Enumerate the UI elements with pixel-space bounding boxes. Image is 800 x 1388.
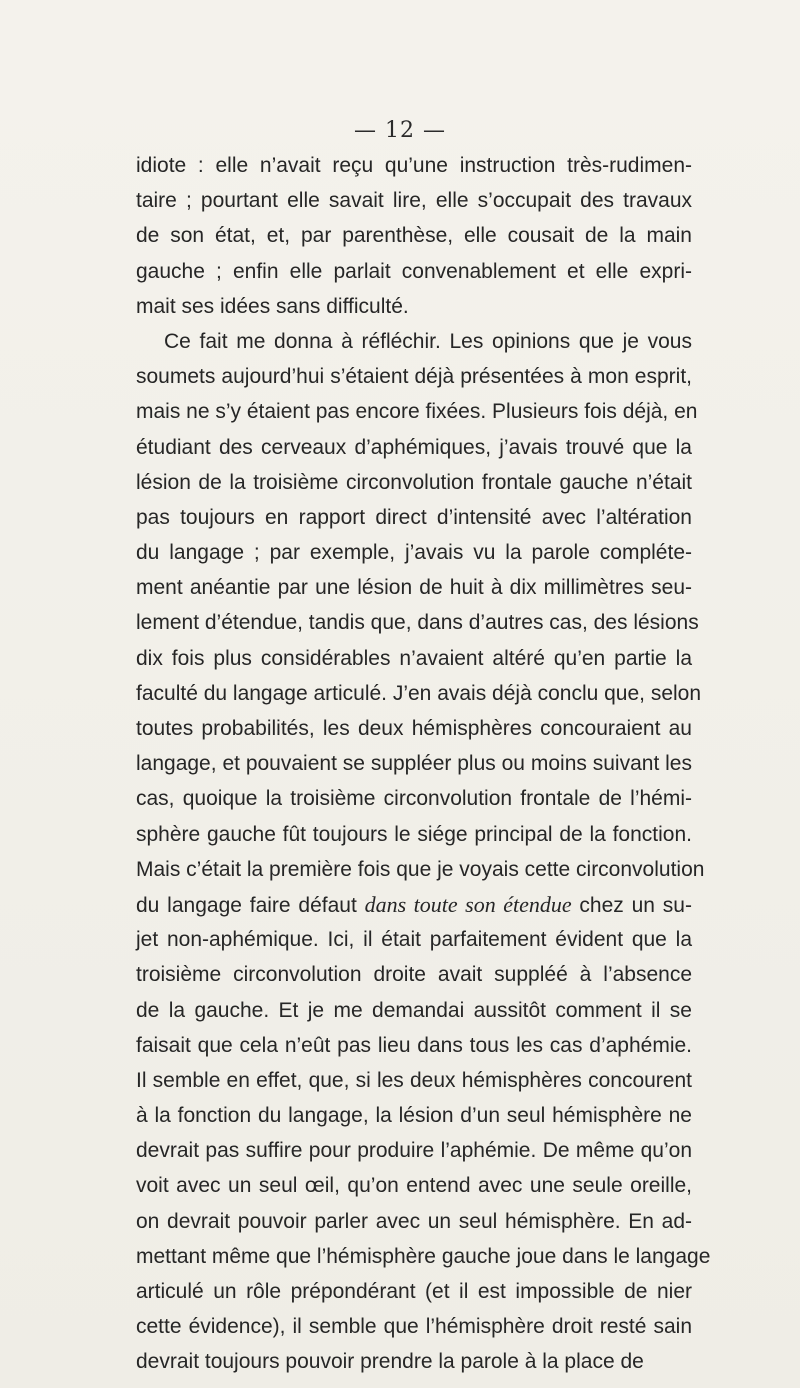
- text-line: jet non-aphémique. Ici, il était parfaitement évident que la: [136, 928, 692, 952]
- text-line: Ce fait me donna à réfléchir. Les opinions que je vous: [164, 329, 692, 353]
- text-line: cas, quoique la troisième circonvolution frontale de l’hémi-: [136, 787, 692, 811]
- text-line: toutes probabilités, les deux hémisphères concouraient au: [136, 717, 692, 740]
- text-line: idiote : elle n’avait reçu qu’une instruction très-rudimen-: [136, 154, 692, 177]
- text-line: faculté du langage articulé. J’en avais déjà conclu que, selon: [136, 681, 702, 705]
- text-line: du langage ; par exemple, j’avais vu la parole compléte-: [136, 541, 692, 565]
- text-line: sphère gauche fût toujours le siége principal de la fonction.: [136, 822, 692, 846]
- text-line: de son état, et, par parenthèse, elle cousait de la main: [136, 224, 692, 248]
- text-line: voit avec un seul œil, qu’on entend avec une seule oreille,: [136, 1174, 692, 1198]
- text-line: pas toujours en rapport direct d’intensité avec l’altération: [136, 505, 692, 529]
- text-line: taire ; pourtant elle savait lire, elle s’occupait des travaux: [136, 189, 692, 213]
- text-line: cette évidence), il semble que l’hémisphère droit resté sain: [136, 1315, 692, 1339]
- text-run: chez un su-: [571, 893, 692, 917]
- text-line: Mais c’était la première fois que je voyais cette circonvolution: [136, 857, 705, 881]
- text-line: dix fois plus considérables n’avaient altéré qu’en partie la: [136, 646, 692, 670]
- text-line: articulé un rôle prépondérant (et il est impossible de nier: [136, 1280, 692, 1303]
- body-text: [136, 148, 711, 1380]
- text-line: lement d’étendue, tandis que, dans d’autres cas, des lésions: [136, 611, 699, 635]
- text-line: on devrait pouvoir parler avec un seul hémisphère. En ad-: [136, 1209, 692, 1233]
- text-line: langage, et pouvaient se suppléer plus ou moins suivant les: [136, 752, 692, 776]
- text-line: devrait pas suffire pour produire l’aphémie. De même qu’on: [136, 1139, 692, 1163]
- text-line: lésion de la troisième circonvolution frontale gauche n’était: [136, 470, 692, 494]
- text-line: ment anéantie par une lésion de huit à dix millimètres seu-: [136, 576, 692, 600]
- text-line: devrait toujours pouvoir prendre la parole à la place de: [136, 1350, 644, 1374]
- page-number: — 12 —: [354, 118, 446, 143]
- text-line: étudiant des cerveaux d’aphémiques, j’avais trouvé que la: [136, 435, 692, 459]
- text-line-with-emphasis: [136, 887, 692, 922]
- text-line: Il semble en effet, que, si les deux hémisphères concourent: [136, 1068, 692, 1092]
- text-line: soumets aujourd’hui s’étaient déjà présentées à mon esprit,: [136, 365, 692, 389]
- text-line: mait ses idées sans difficulté.: [136, 294, 409, 318]
- text-line: troisième circonvolution droite avait suppléé à l’absence: [136, 963, 692, 987]
- text-line: mais ne s’y étaient pas encore fixées. Plusieurs fois déjà, en: [136, 400, 698, 424]
- text-line: de la gauche. Et je me demandai aussitôt comment il se: [136, 998, 692, 1022]
- text-line: mettant même que l’hémisphère gauche joue dans le langage: [136, 1244, 711, 1268]
- text-run: du langage faire défaut: [136, 893, 365, 917]
- text-line: à la fonction du langage, la lésion d’un seul hémisphère ne: [136, 1104, 692, 1128]
- italic-emphasis: dans toute son étendue: [364, 891, 572, 917]
- text-line: faisait que cela n’eût pas lieu dans tous les cas d’aphémie.: [136, 1033, 692, 1057]
- text-line: gauche ; enfin elle parlait convenablement et elle expri-: [136, 259, 692, 283]
